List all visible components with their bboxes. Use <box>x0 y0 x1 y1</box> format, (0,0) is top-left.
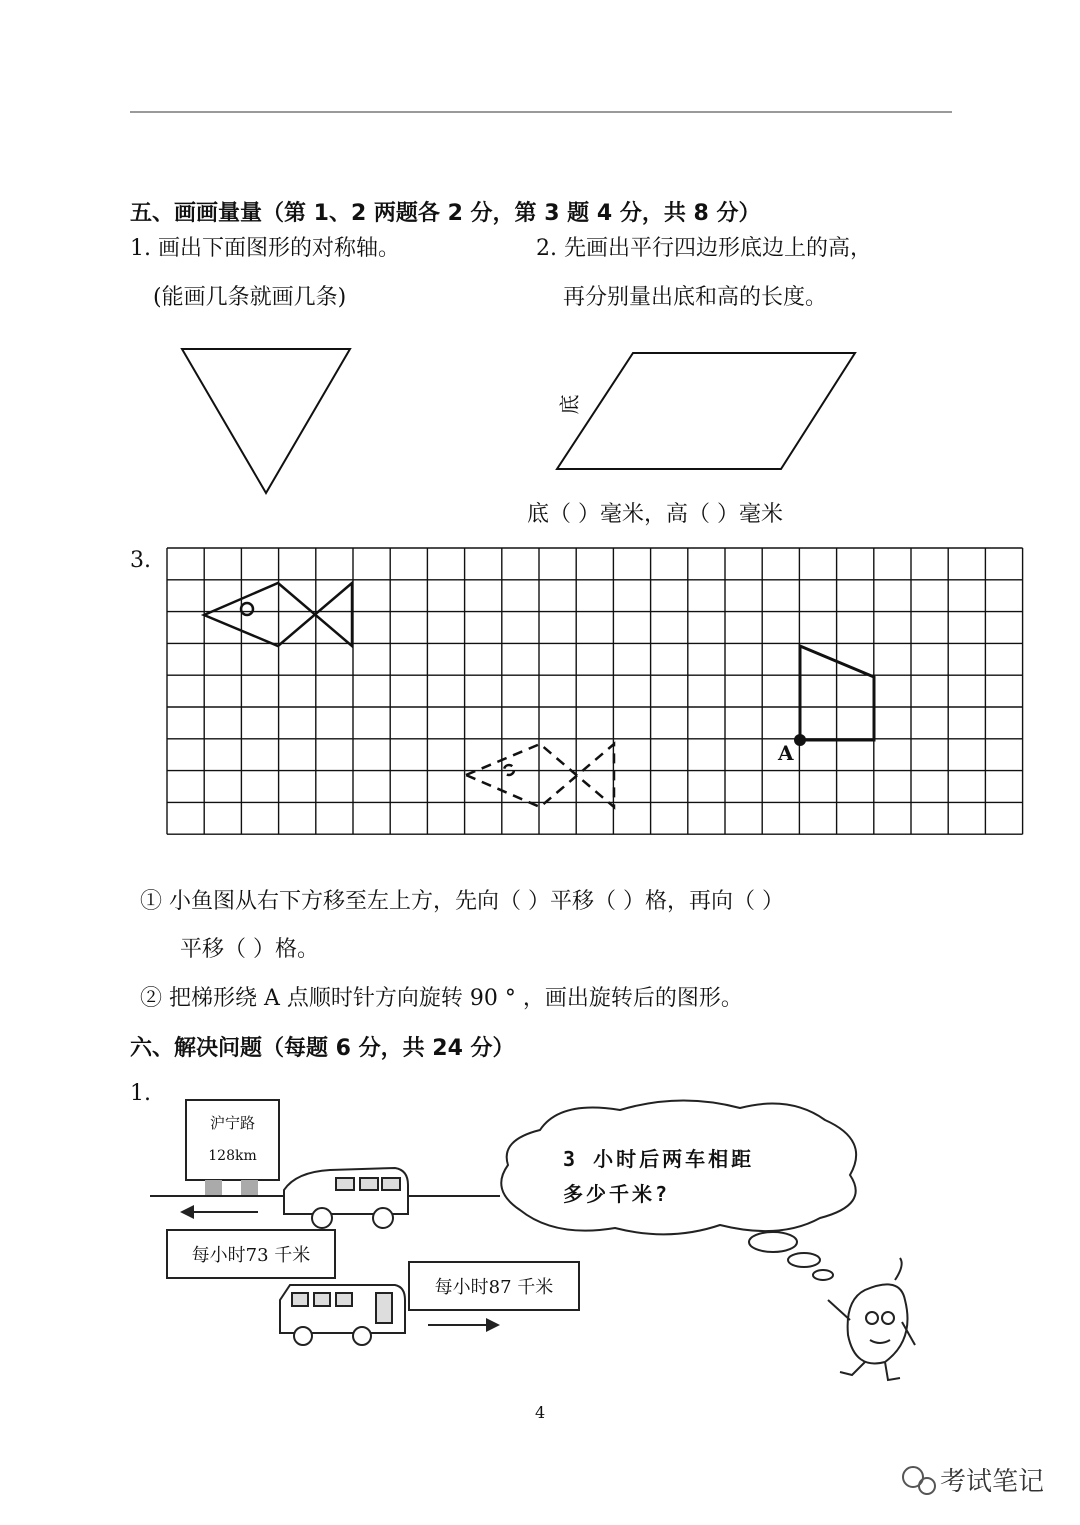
sub-question-2: ② 把梯形绕 A 点顺时针方向旋转 90 ° ，画出旋转后的图形。 <box>140 986 743 1011</box>
problem1-label: 1. <box>130 1081 151 1106</box>
watermark-text: 考试笔记 <box>940 1467 1045 1497</box>
point-a-label: A <box>778 741 794 765</box>
base-label: 底 <box>557 394 582 415</box>
cloud-question-line2: 多少千米? <box>563 1182 671 1206</box>
road-sign-name: 沪宁路 <box>209 1114 255 1132</box>
q2-instruction: 2. 先画出平行四边形底边上的高， <box>536 236 872 261</box>
q1-instruction: 1. 画出下面图形的对称轴。 <box>130 236 400 261</box>
measure-answer-line: 底（ ）毫米，高（ ）毫米 <box>527 502 783 527</box>
road-sign-distance: 128km <box>208 1148 257 1164</box>
wechat-icon <box>903 1467 935 1494</box>
sub-question-1-cont: 平移（ ）格。 <box>180 937 319 962</box>
section-six-title: 六、解决问题（每题 6 分，共 24 分） <box>130 1036 515 1061</box>
q2-instruction-cont: 再分别量出底和高的长度。 <box>563 285 828 310</box>
page-number: 4 <box>535 1403 546 1422</box>
left-speed-text: 每小时73 千米 <box>191 1245 311 1266</box>
section-five-title: 五、画画量量（第 1、2 两题各 2 分，第 3 题 4 分，共 8 分） <box>130 201 761 226</box>
q3-label: 3. <box>130 548 151 573</box>
sub-question-1: ① 小鱼图从右下方移至左上方，先向（ ）平移（ ）格，再向（ ） <box>140 889 784 914</box>
cloud-question-line1: 3 小时后两车相距 <box>563 1147 755 1171</box>
q1-note: (能画几条就画几条) <box>153 285 347 310</box>
right-speed-text: 每小时87 千米 <box>434 1277 554 1298</box>
